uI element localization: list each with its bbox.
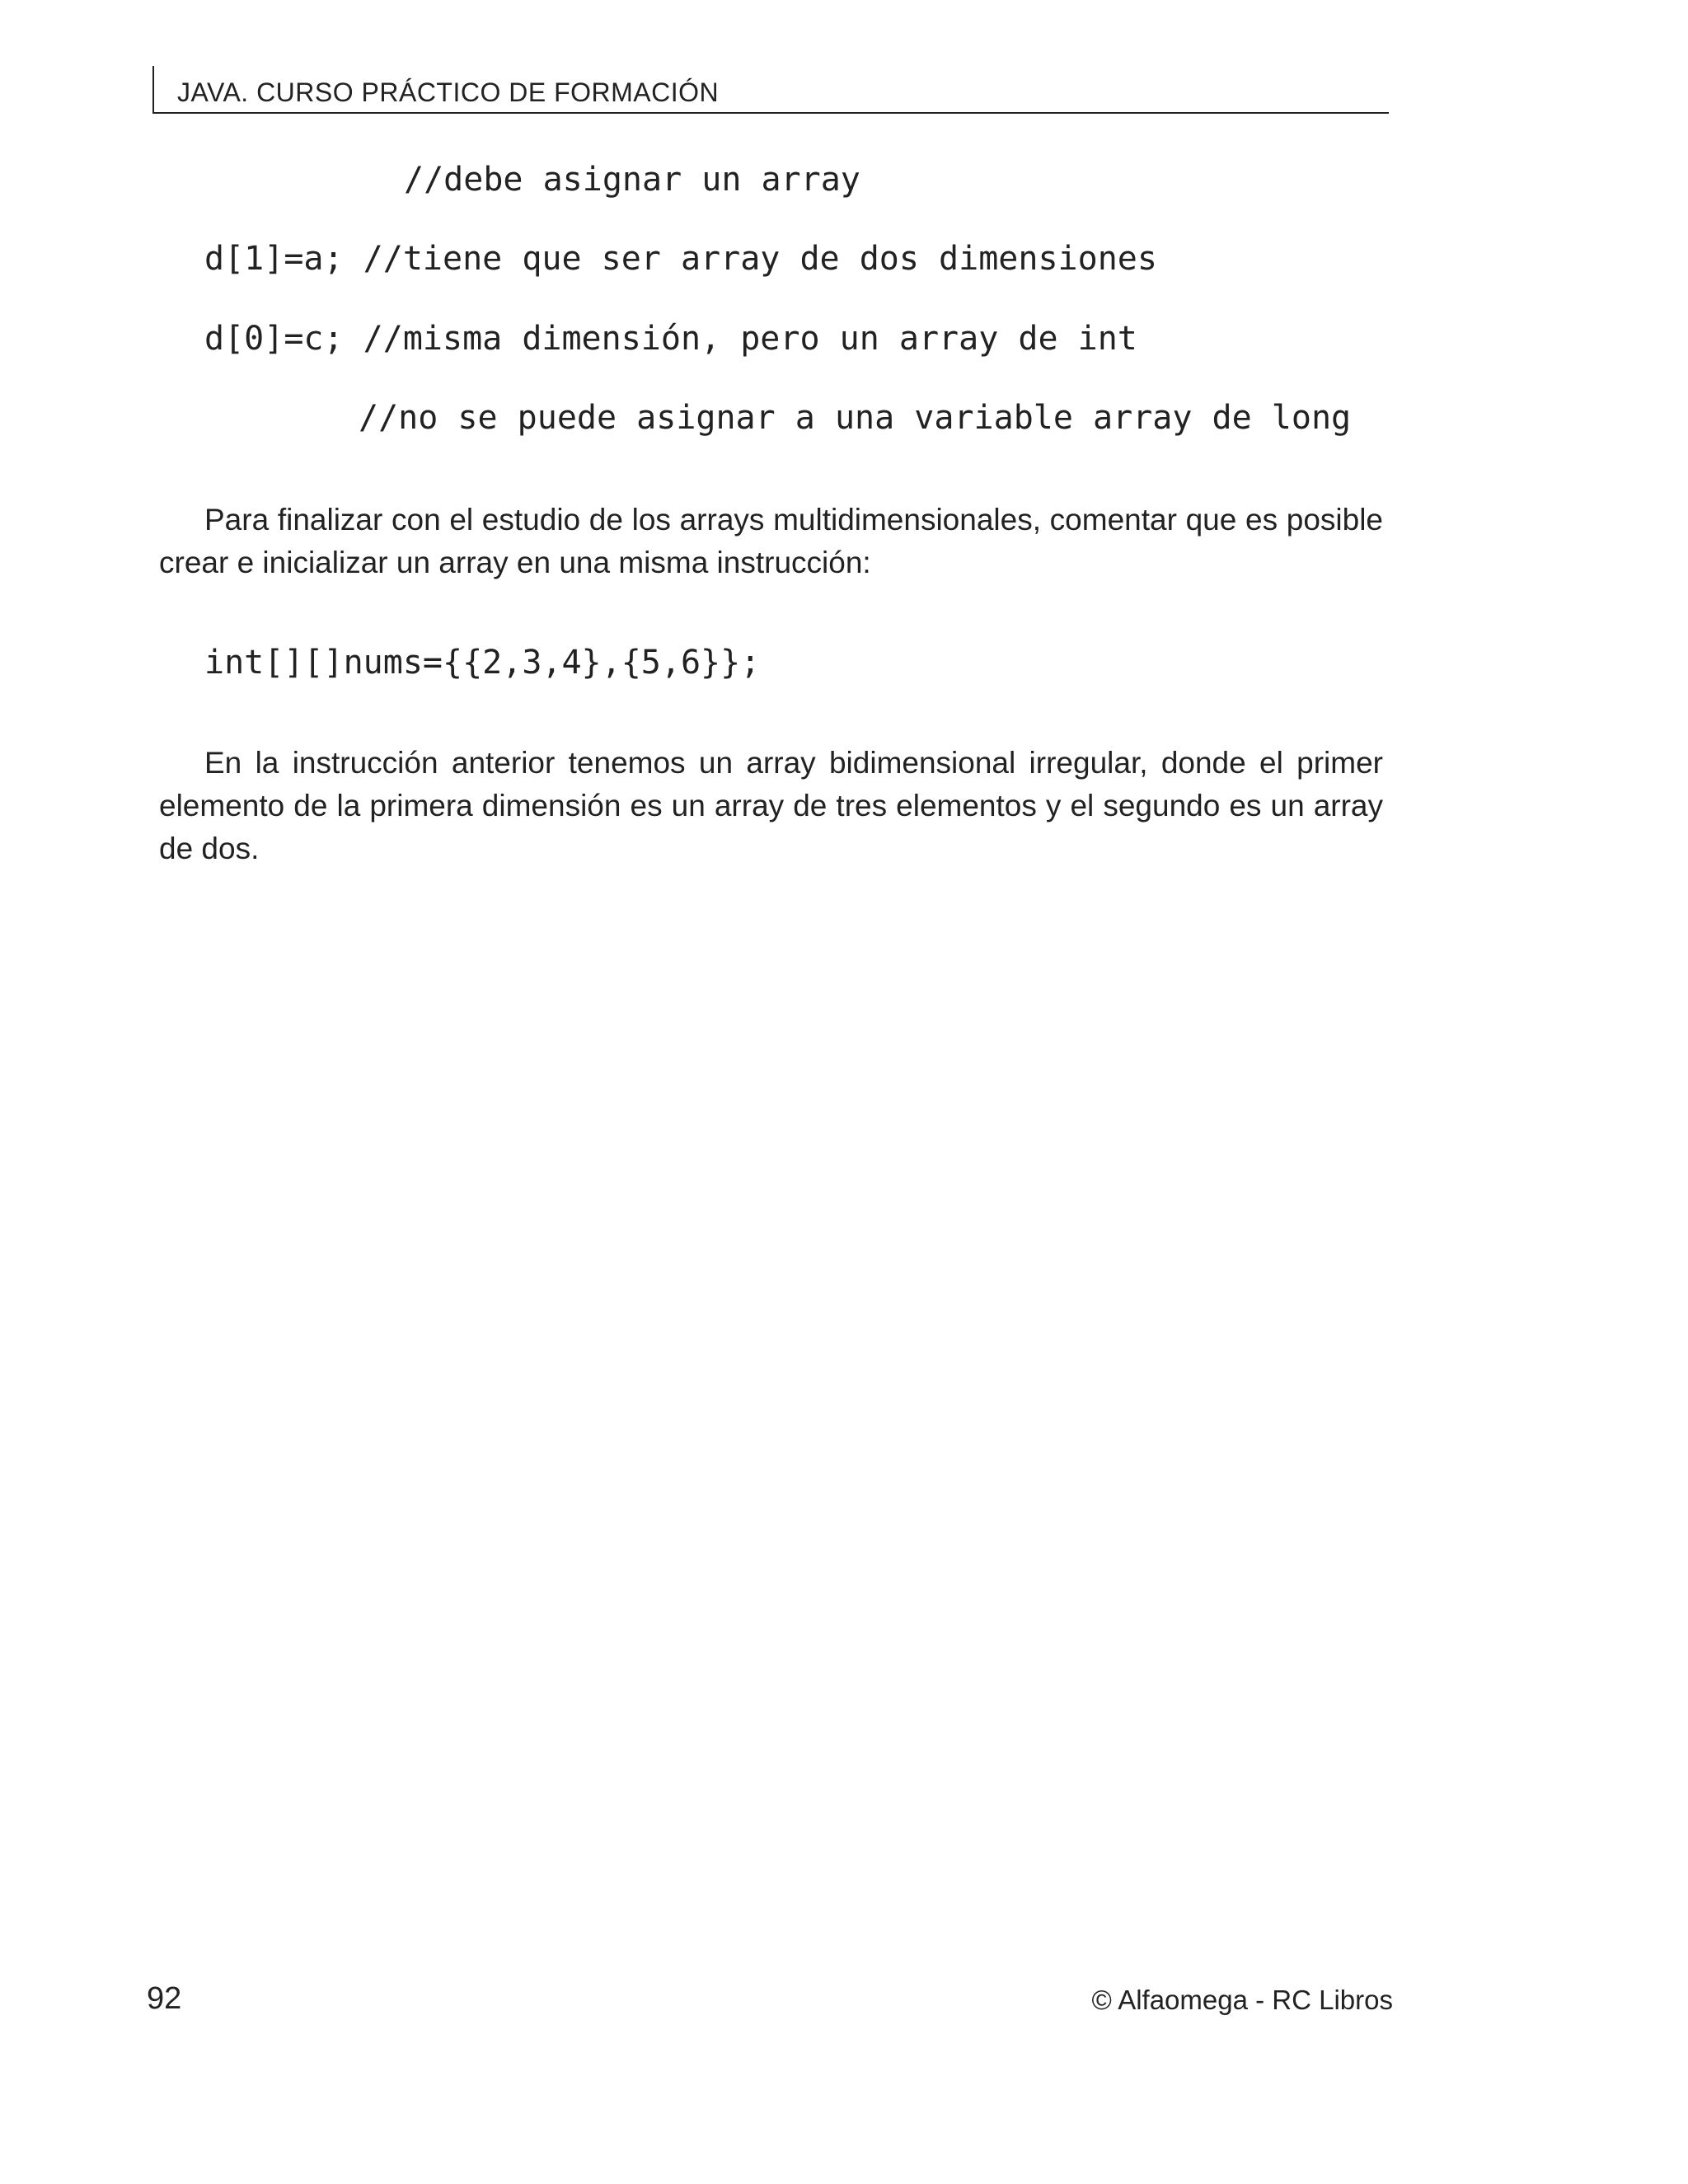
code-line-nums: int[][]nums={{2,3,4},{5,6}}; — [204, 644, 761, 682]
code-line-comment-assign: //debe asignar un array — [404, 161, 860, 199]
paragraph-explanation: En la instrucción anterior tenemos un array bidimensional irregular, donde el primer elemento de la primera dimensión es un array de tres elementos y el segundo es un array de dos. — [159, 746, 1383, 865]
paragraph-intro: Para finalizar con el estudio de los arrays multidimensionales, comentar que es posible crear e inicializar un array en una misma instrucción: — [159, 503, 1383, 579]
code-line-comment-long: //no se puede asignar a una variable array de long — [359, 399, 1352, 437]
copyright-notice: © Alfaomega - RC Libros — [1091, 1985, 1393, 2015]
page-number: 92 — [147, 1981, 182, 2016]
code-line-d1: d[1]=a; //tiene que ser array de dos dimensiones — [204, 240, 1157, 278]
running-header-title: JAVA. CURSO PRÁCTICO DE FORMACIÓN — [177, 77, 720, 107]
code-line-d0: d[0]=c; //misma dimensión, pero un array de int — [204, 320, 1137, 358]
running-header — [152, 66, 1389, 114]
